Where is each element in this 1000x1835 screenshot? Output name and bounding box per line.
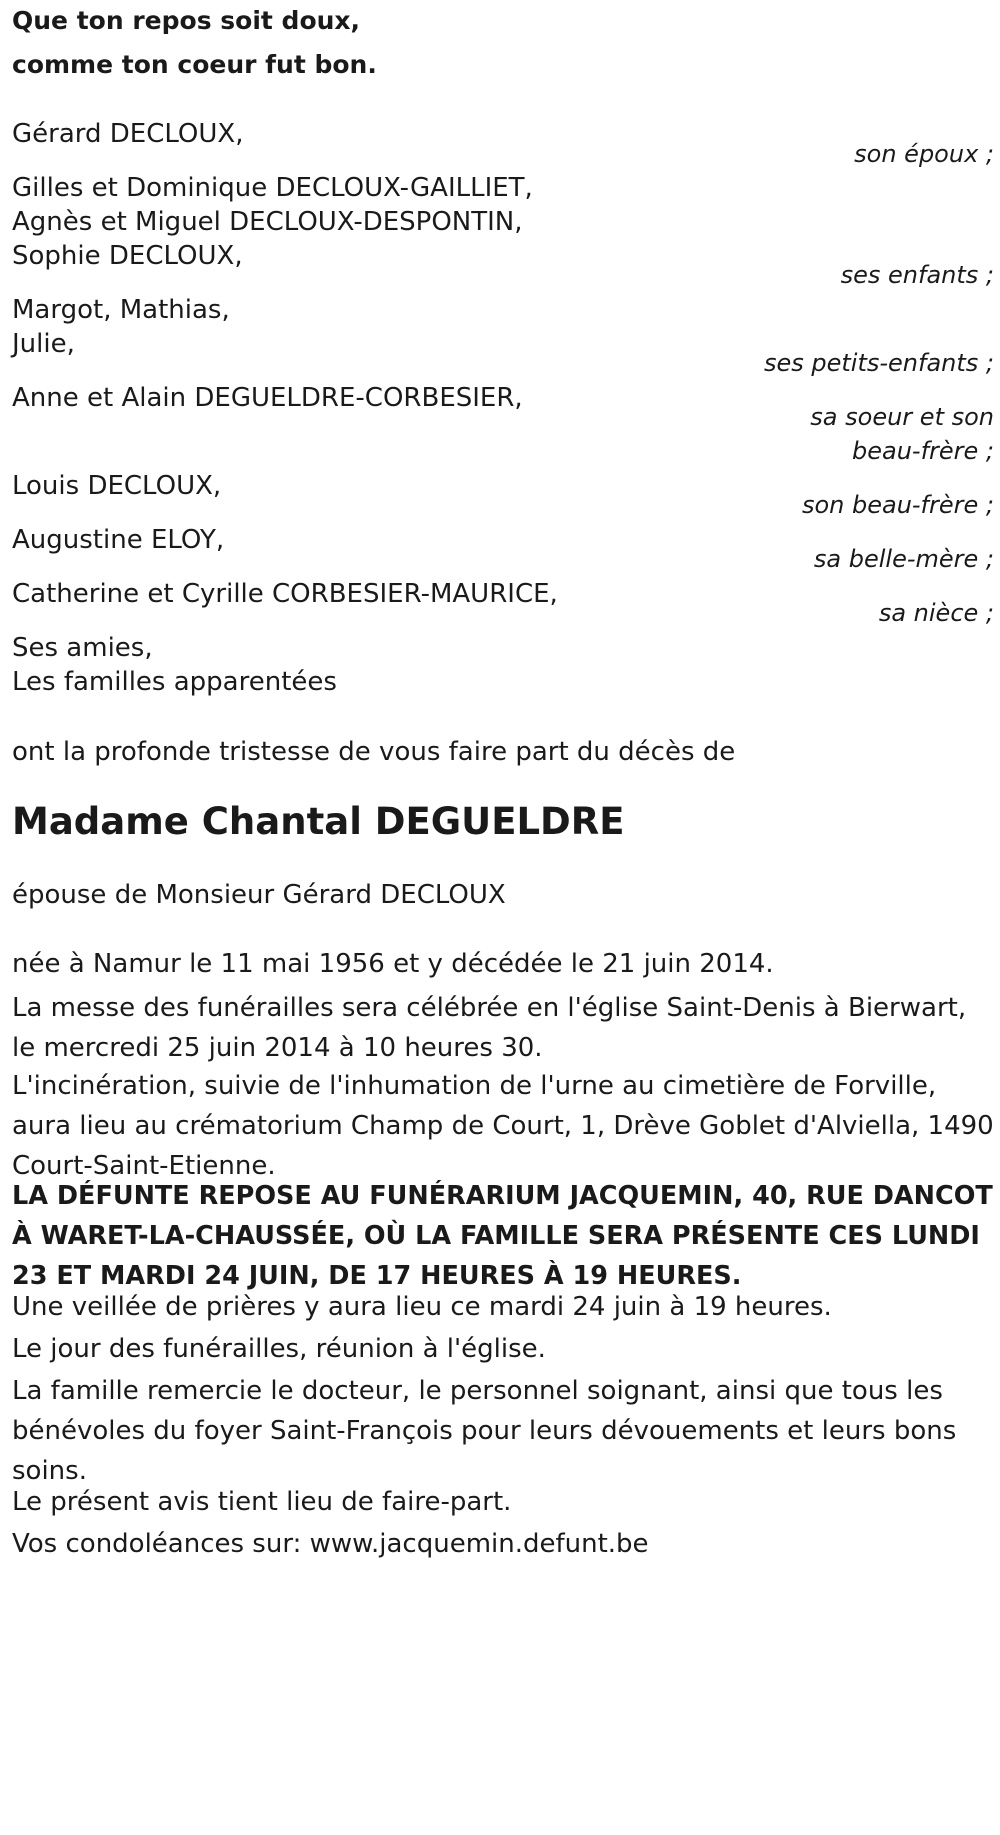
paragraph-thanks: La famille remercie le docteur, le personnel soignant, ainsi que tous les bénévoles du foyer Saint-François pour leurs dévouements et leurs bons soins. xyxy=(12,1376,957,1486)
verse-line-2: comme ton coeur fut bon. xyxy=(12,50,377,79)
paragraph-cremation: L'incinération, suivie de l'inhumation de l'urne au cimetière de Forville, aura lieu au crématorium Champ de Court, 1, Drève Goblet d'Alviella, 1490 Court-Saint-Etienne. xyxy=(12,1071,994,1181)
relation-mother-in-law: sa belle-mère ; xyxy=(813,545,994,573)
family-name-sister: Anne et Alain DEGUELDRE-CORBESIER, xyxy=(12,383,523,413)
relation-grandchildren: ses petits-enfants ; xyxy=(763,349,994,377)
paragraph-funeral-mass: La messe des funérailles sera célébrée en l'église Saint-Denis à Bierwart, le mercredi 25 juin 2014 à 10 heures 30. xyxy=(12,993,967,1063)
family-name-related-families: Les familles apparentées xyxy=(12,667,337,697)
paragraph-birth-death: née à Namur le 11 mai 1956 et y décédée le 21 juin 2014. xyxy=(12,949,774,979)
relation-sister-line-1: sa soeur et son xyxy=(810,403,994,431)
paragraph-vigil: Une veillée de prières y aura lieu ce mardi 24 juin à 19 heures. xyxy=(12,1292,832,1322)
relation-spouse: son époux ; xyxy=(854,140,994,168)
paragraph-condolences: Vos condoléances sur: www.jacquemin.defunt.be xyxy=(12,1529,649,1559)
family-name-grandchild-1: Margot, Mathias, xyxy=(12,295,230,325)
relation-brother-in-law: son beau-frère ; xyxy=(801,491,994,519)
family-name-mother-in-law: Augustine ELOY, xyxy=(12,525,225,555)
announcement-text: ont la profonde tristesse de vous faire part du décès de xyxy=(12,737,736,767)
deceased-name: Madame Chantal DEGUELDRE xyxy=(12,800,625,843)
family-name-friends: Ses amies, xyxy=(12,633,153,663)
family-name-child-1: Gilles et Dominique DECLOUX-GAILLIET, xyxy=(12,173,533,203)
relation-sister-line-2: beau-frère ; xyxy=(851,437,994,465)
paragraph-notice-valid: Le présent avis tient lieu de faire-part. xyxy=(12,1487,512,1517)
verse-line-1: Que ton repos soit doux, xyxy=(12,6,361,35)
relation-children: ses enfants ; xyxy=(840,261,994,289)
paragraph-funerarium-notice: LA DÉFUNTE REPOSE AU FUNÉRARIUM JACQUEMIN, 40, RUE DANCOT À WARET-LA-CHAUSSÉE, OÙ LA FAMILLE SERA PRÉSENTE CES LUNDI 23 ET MARDI 24 JUIN, DE 17 HEURES À 19 HEURES. xyxy=(12,1181,993,1291)
paragraph-funeral-day: Le jour des funérailles, réunion à l'église. xyxy=(12,1334,546,1364)
relation-niece: sa nièce ; xyxy=(878,599,994,627)
family-name-grandchild-2: Julie, xyxy=(12,329,75,359)
family-name-brother-in-law: Louis DECLOUX, xyxy=(12,471,222,501)
family-name-child-3: Sophie DECLOUX, xyxy=(12,241,243,271)
family-name-spouse: Gérard DECLOUX, xyxy=(12,119,244,149)
spouse-line: épouse de Monsieur Gérard DECLOUX xyxy=(12,880,506,910)
family-name-child-2: Agnès et Miguel DECLOUX-DESPONTIN, xyxy=(12,207,523,237)
family-name-niece: Catherine et Cyrille CORBESIER-MAURICE, xyxy=(12,579,558,609)
